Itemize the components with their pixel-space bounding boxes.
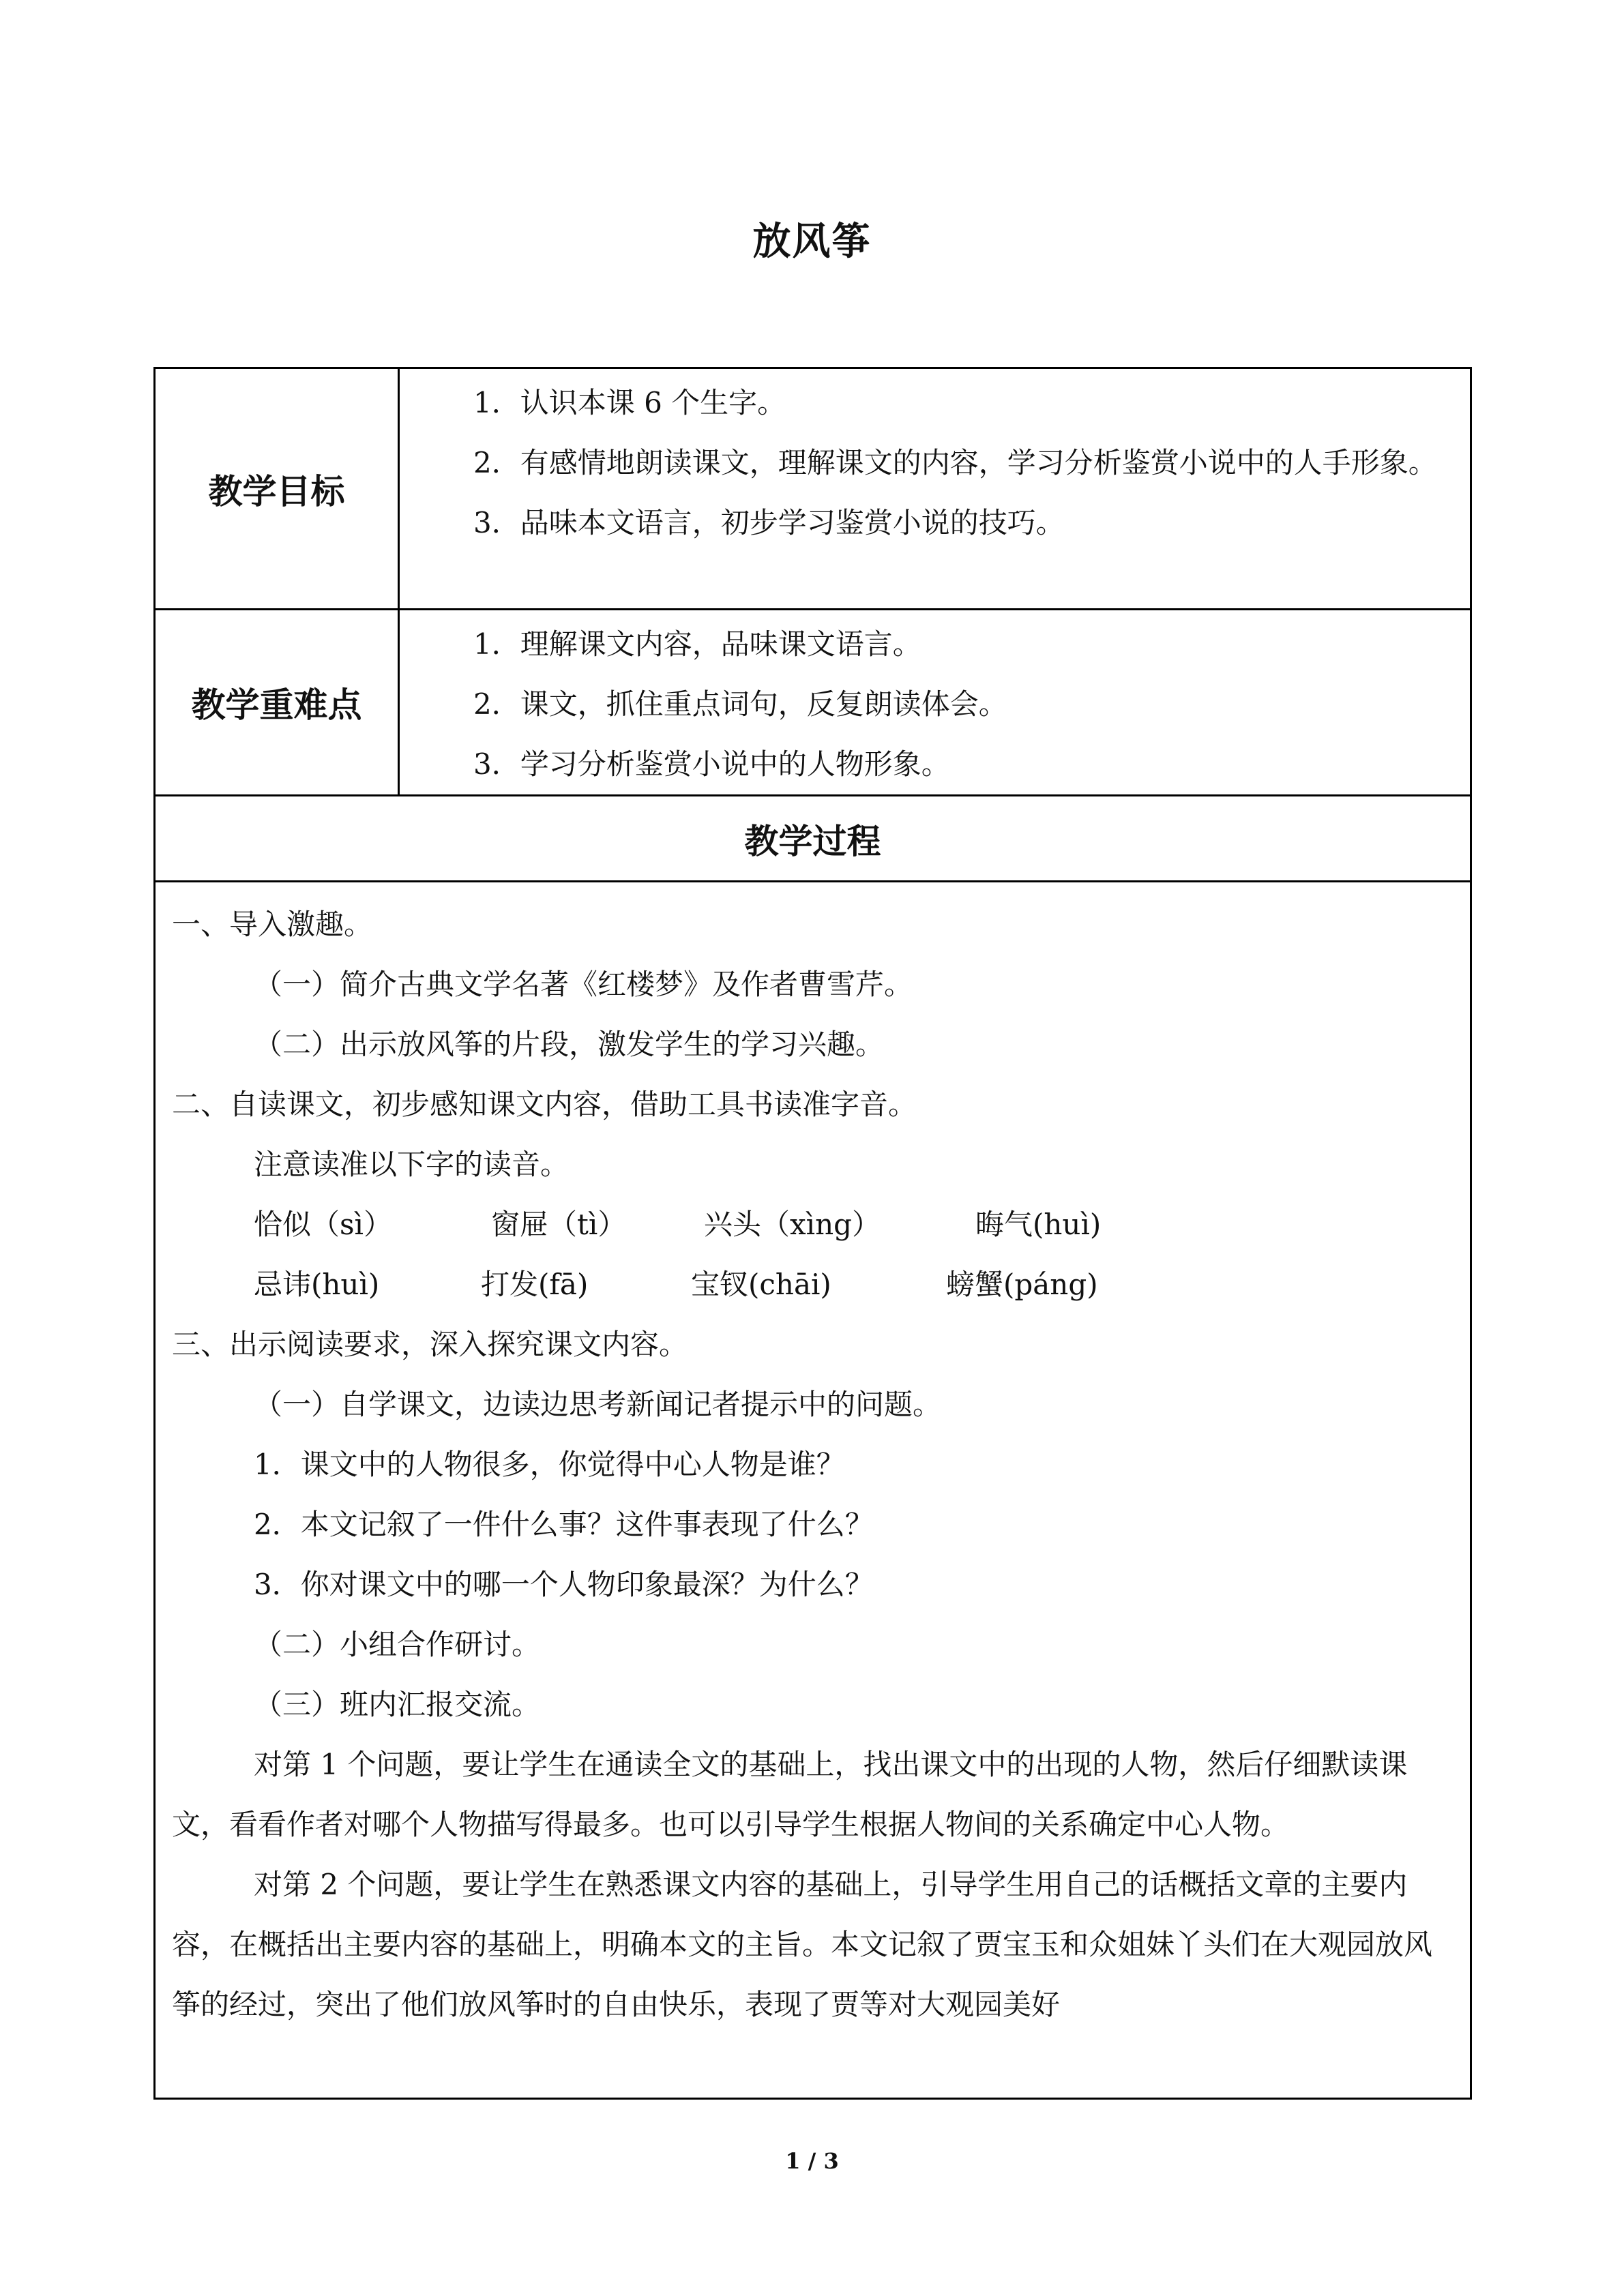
key-points-row	[155, 610, 1471, 796]
process-heading-row	[155, 796, 1471, 882]
subsection-line: （三）班内汇报交流。	[254, 1688, 541, 1721]
goals-content	[399, 368, 1471, 610]
goal-item: 2．有感情地朗读课文，理解课文的内容，学习分析鉴赏小说中的人手形象。	[473, 446, 1437, 479]
process-content	[155, 882, 1471, 2099]
key-points-label: 教学重难点	[155, 610, 399, 796]
question-line: 1．课文中的人物很多，你觉得中心人物是谁？	[254, 1448, 845, 1481]
pinyin-word: 忌讳(huì)	[254, 1268, 380, 1301]
section-heading: 三、出示阅读要求，深入探究课文内容。	[172, 1328, 688, 1361]
page-number: 1 / 3	[785, 2148, 839, 2174]
note-line: 注意读准以下字的读音。	[254, 1148, 570, 1181]
pinyin-row	[172, 1255, 1447, 1315]
question-line: 2．本文记叙了一件什么事？这件事表现了什么？	[254, 1508, 874, 1541]
goal-item: 3．品味本文语言，初步学习鉴赏小说的技巧。	[473, 506, 1065, 539]
pinyin-word: 恰似（sì）	[254, 1208, 392, 1241]
pinyin-row	[172, 1195, 1447, 1255]
goal-item: 1．认识本课 6 个生字。	[473, 386, 786, 419]
pinyin-word: 打发(fā)	[481, 1268, 589, 1301]
body-paragraph: 对第 1 个问题，要让学生在通读全文的基础上，找出课文中的出现的人物，然后仔细默读课文，看看作者对哪个人物描写得最多。也可以引导学生根据人物间的关系确定中心人物。	[172, 1748, 1408, 1841]
key-points-content	[399, 610, 1471, 796]
key-point-item: 3．学习分析鉴赏小说中的人物形象。	[473, 747, 950, 781]
pinyin-word: 兴头（xìng）	[704, 1208, 881, 1241]
subsection-line: （二）小组合作研讨。	[254, 1628, 541, 1661]
key-point-item: 1．理解课文内容，品味课文语言。	[473, 627, 921, 661]
section-heading: 一、导入激趣。	[172, 908, 373, 941]
subsection-line: （一）简介古典文学名著《红楼梦》及作者曹雪芹。	[254, 968, 913, 1001]
body-paragraph: 对第 2 个问题，要让学生在熟悉课文内容的基础上，引导学生用自己的话概括文章的主要内容，在概括出主要内容的基础上，明确本文的主旨。本文记叙了贾宝玉和众姐妹丫头们在大观园放风筝的经过，突出了他们放风筝时的自由快乐，表现了贾等对大观园美好	[172, 1868, 1433, 2021]
subsection-line: （一）自学课文，边读边思考新闻记者提示中的问题。	[254, 1388, 942, 1421]
pinyin-word: 晦气(huì)	[975, 1208, 1102, 1241]
question-line: 3．你对课文中的哪一个人物印象最深？为什么？	[254, 1568, 874, 1601]
section-heading: 二、自读课文，初步感知课文内容，借助工具书读准字音。	[172, 1088, 917, 1121]
pinyin-word: 螃蟹(páng)	[946, 1268, 1098, 1301]
document-title: 放风筝	[752, 219, 872, 264]
pinyin-word: 窗屉（tì）	[491, 1208, 627, 1241]
pinyin-word: 宝钗(chāi)	[691, 1268, 831, 1301]
lesson-plan-table	[153, 367, 1472, 2100]
goals-row	[155, 368, 1471, 610]
key-point-item: 2．课文，抓住重点词句，反复朗读体会。	[473, 687, 1007, 721]
process-body-row	[155, 882, 1471, 2099]
goals-label: 教学目标	[155, 368, 399, 610]
subsection-line: （二）出示放风筝的片段，激发学生的学习兴趣。	[254, 1028, 885, 1061]
process-heading: 教学过程	[155, 796, 1471, 882]
